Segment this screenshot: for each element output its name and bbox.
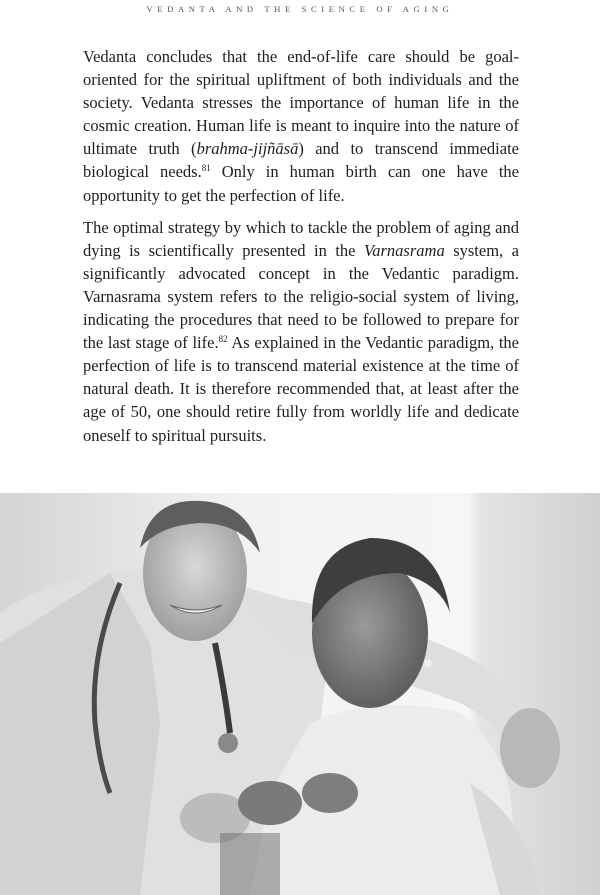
paragraph-2 — [83, 216, 519, 447]
paragraph-1-text: Vedanta concludes that the end-of-life care should be goal-oriented for the spiritual upliftment of both individuals and the society. Vedanta stresses the importance of human life in the cosmic creation. Human life is meant to inquire into the nature of ultimate truth ( — [83, 47, 519, 159]
paragraph-2-text-2: system, a significantly advocated concept in the Vedantic paradigm. Varnasrama system refers to the religio-social system of living, indicating the procedures that need to be followed to prepare for the last stage of life. — [83, 240, 519, 353]
running-head: VEDANTA AND THE SCIENCE OF AGING — [146, 4, 454, 14]
footnote-ref-82[interactable]: 82 — [218, 334, 228, 345]
paragraph-1 — [83, 45, 519, 207]
paragraph-1-text-3: Only in human birth can one have the opportunity to get the perfection of life. — [83, 162, 519, 205]
paragraph-2-text-3: As explained in the Vedantic paradigm, the perfection of life is to transcend material existence at the time of natural death. It is therefore recommended that, at least after the age of 50, one should retire fully from worldly life and dedicate oneself to spiritual pursuits. — [83, 333, 519, 445]
paragraph-1-text-2: ) and to transcend immediate biological needs. — [83, 139, 519, 182]
body-text — [83, 45, 519, 456]
italic-term: brahma-jijñāsā — [196, 139, 299, 159]
footnote-ref-81[interactable]: 81 — [201, 163, 211, 174]
doctor-patient-photo — [0, 493, 600, 895]
paragraph-2-text: The optimal strategy by which to tackle the problem of aging and dying is scientifically presented in the — [83, 217, 519, 260]
italic-term: Varnasrama — [364, 240, 445, 260]
